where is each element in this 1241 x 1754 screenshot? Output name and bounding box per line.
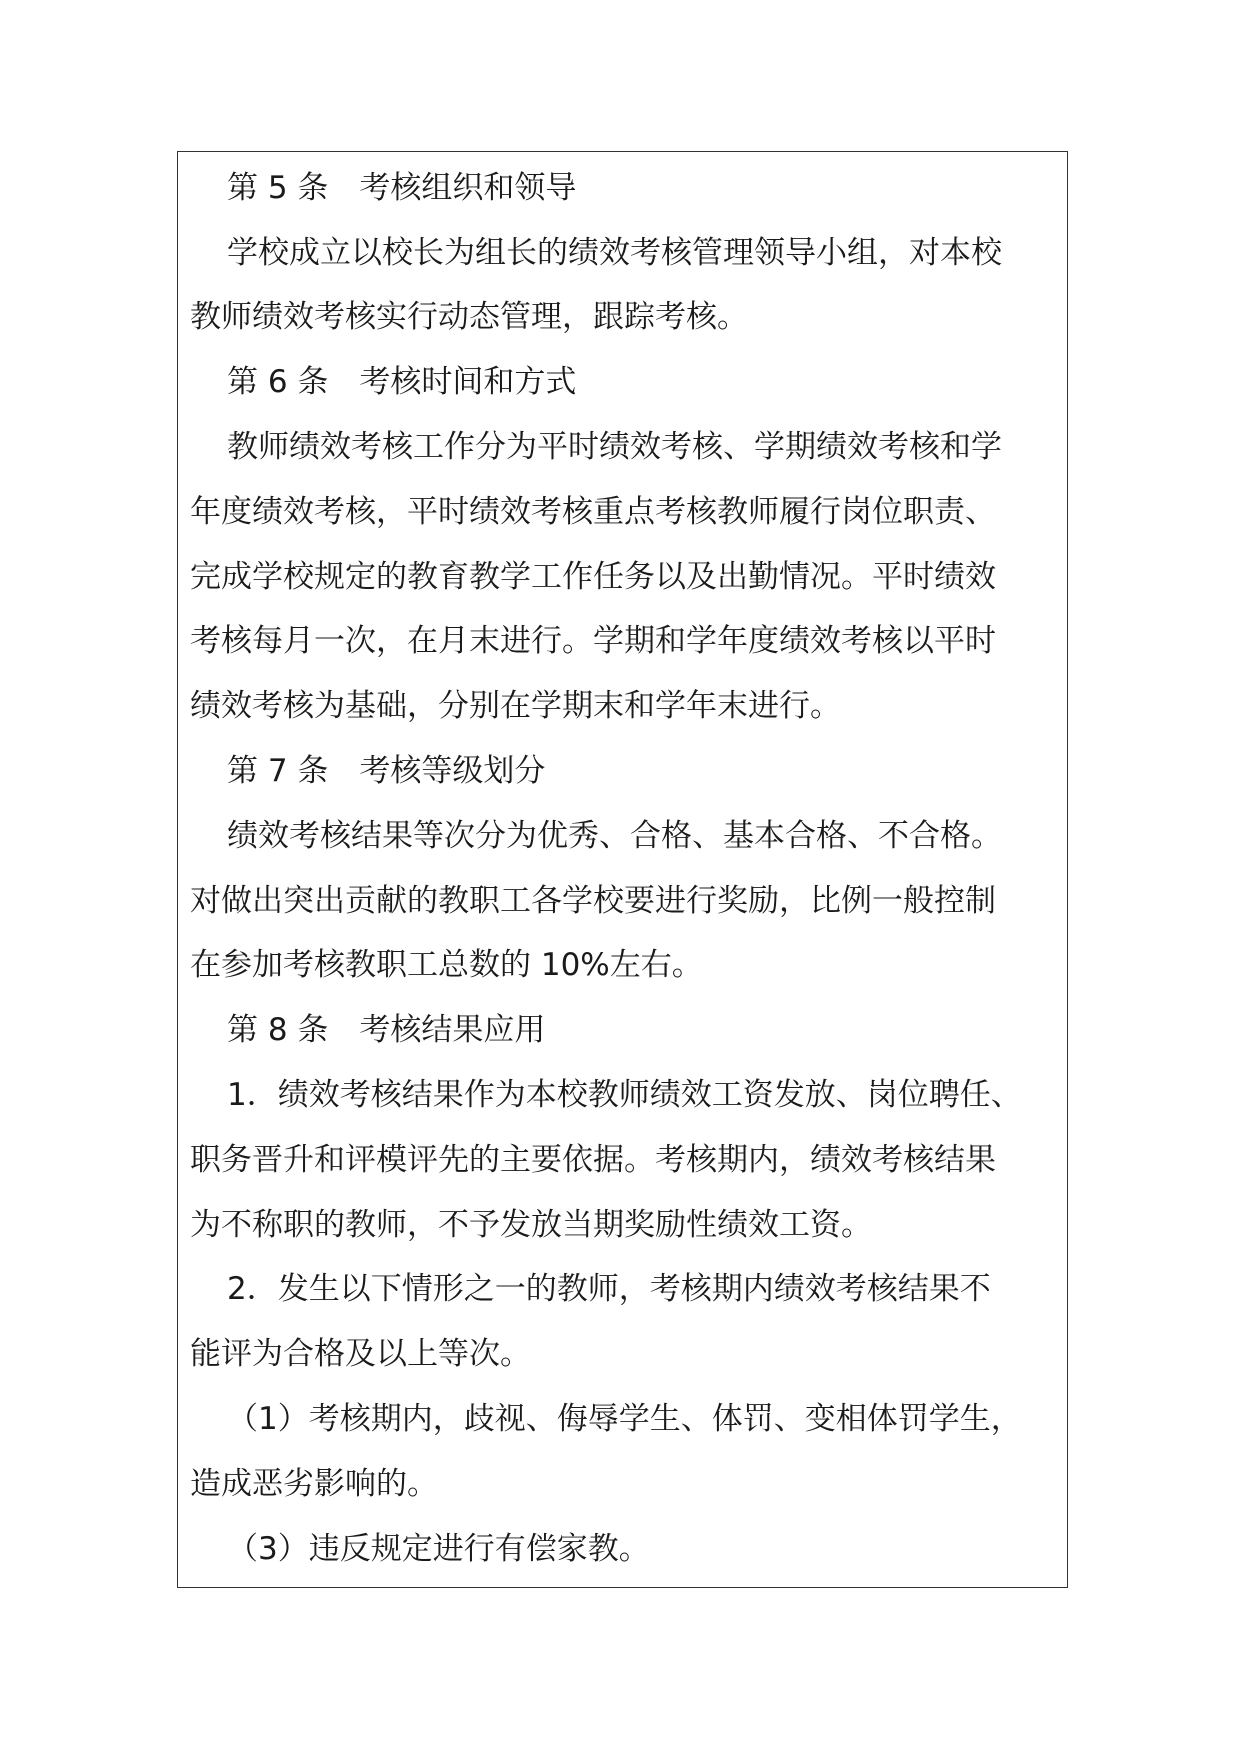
paragraph-line: 造成恶劣影响的。 [190, 1466, 438, 1502]
article-7-heading: 第 7 条 考核等级划分 [227, 753, 546, 789]
paragraph-line: 考核每月一次，在月末进行。学期和学年度绩效考核以平时 [190, 623, 996, 659]
paragraph-line: 在参加考核教职工总数的 10%左右。 [190, 947, 703, 983]
paragraph-line: 绩效考核为基础，分别在学期末和学年末进行。 [190, 688, 841, 724]
paragraph-line: 能评为合格及以上等次。 [190, 1336, 531, 1372]
article-5-heading: 第 5 条 考核组织和领导 [227, 170, 577, 206]
paragraph-line: 教师绩效考核实行动态管理，跟踪考核。 [190, 299, 748, 335]
paragraph-line: 2．发生以下情形之一的教师，考核期内绩效考核结果不 [227, 1271, 991, 1307]
paragraph-line: 对做出突出贡献的教职工各学校要进行奖励，比例一般控制 [190, 883, 996, 919]
paragraph-line: 学校成立以校长为组长的绩效考核管理领导小组，对本校 [227, 235, 1002, 271]
paragraph-line: 教师绩效考核工作分为平时绩效考核、学期绩效考核和学 [227, 429, 1002, 465]
paragraph-line: 1．绩效考核结果作为本校教师绩效工资发放、岗位聘任、 [227, 1077, 1022, 1113]
paragraph-line: （1）考核期内，歧视、侮辱学生、体罚、变相体罚学生， [227, 1401, 1022, 1437]
paragraph-line: 完成学校规定的教育教学工作任务以及出勤情况。平时绩效 [190, 559, 996, 595]
article-6-heading: 第 6 条 考核时间和方式 [227, 364, 577, 400]
paragraph-line: 为不称职的教师，不予发放当期奖励性绩效工资。 [190, 1207, 872, 1243]
paragraph-line: 年度绩效考核，平时绩效考核重点考核教师履行岗位职责、 [190, 494, 996, 530]
document-frame [177, 151, 1068, 1588]
paragraph-line: 绩效考核结果等次分为优秀、合格、基本合格、不合格。 [227, 818, 1002, 854]
paragraph-line: （3）违反规定进行有偿家教。 [227, 1531, 650, 1567]
article-8-heading: 第 8 条 考核结果应用 [227, 1012, 546, 1048]
paragraph-line: 职务晋升和评模评先的主要依据。考核期内，绩效考核结果 [190, 1142, 996, 1178]
